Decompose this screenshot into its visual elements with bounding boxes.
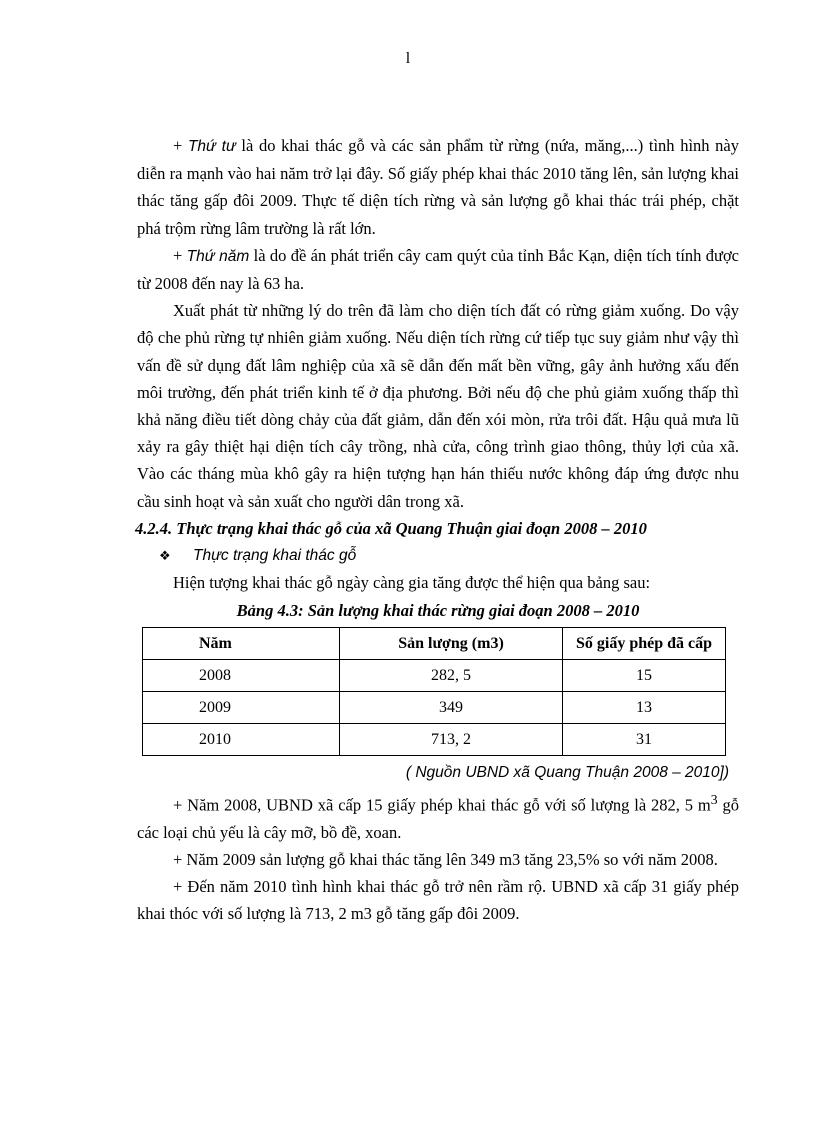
document-body [137,132,739,927]
table-cell: 2009 [143,691,340,723]
paragraph-emphasis: Thứ năm [186,247,250,265]
table-row [143,691,726,723]
section-heading: 4.2.4. Thực trạng khai thác gỗ của xã Quang Thuận giai đoạn 2008 – 2010 [135,518,647,538]
table-cell: 31 [563,723,726,755]
table-source: ( Nguồn UBND xã Quang Thuận 2008 – 2010]) [405,763,729,781]
paragraph-2010: + Đến năm 2010 tình hình khai thác gỗ trở nên rầm rộ. UBND xã cấp 31 giấy phép khai thóc với số lượng là 713, 2 m3 gỗ tăng gấp đôi 2009. [137,876,739,924]
paragraph-xuat-phat: Xuất phát từ những lý do trên đã làm cho diện tích đất có rừng giảm xuống. Do vậy độ che phủ rừng tự nhiên giảm xuống. Nếu diện tích rừng cứ tiếp tục suy giảm như vậy thì vấn đề sử dụng đất lâm nghiệp của xã sẽ dẫn đến mất bền vững, gây ảnh hưởng xấu đến môi trường, đến phát triển kinh tế ở địa phương. Bởi nếu độ che phủ giảm xuống thấp thì khả năng điều tiết dòng chảy của đất giảm, dẫn đến xói mòn, rửa trôi đất. Hậu quả mưa lũ xảy ra gây thiệt hại diện tích cây trồng, nhà cửa, công trình giao thông, thủy lợi của xã. Vào các tháng mùa khô gây ra hiện tượng hạn hán thiếu nước không đáp ứng được nhu cầu sinh hoạt và sản xuất cho người dân trong xã. [137,301,739,511]
table-cell: 349 [340,691,563,723]
table-caption: Bảng 4.3: Sản lượng khai thác rừng giai đoạn 2008 – 2010 [236,601,640,621]
logging-table [142,627,726,756]
table-header-row [143,627,726,659]
paragraph-text: là do khai thác gỗ và các sản phẩm từ rừng (nứa, măng,...) tình hình này diễn ra mạnh vào hai năm trở lại đây. Số giấy phép khai thác 2010 tăng lên, sản lượng khai thác tăng gấp đôi 2009. Thực tế diện tích rừng và sản lượng gỗ khai thác trái phép, chặt phá trộm rừng lâm trường là rất lớn. [137,136,739,238]
table-cell: 15 [563,659,726,691]
paragraph-text: gỗ các loại chủ yếu là cây mỡ, bồ đề, xoan. [137,795,740,842]
paragraph-2008 [137,786,739,846]
diamond-bullet-icon: ❖ [159,548,171,564]
paragraph-text: + Năm 2008, UBND xã cấp 15 giấy phép khai thác gỗ với số lượng là 282, 5 m [173,795,711,815]
paragraph-lead: + [173,136,188,155]
table-cell: 2010 [143,723,340,755]
table-cell: 713, 2 [340,723,563,755]
table-intro: Hiện tượng khai thác gỗ ngày càng gia tăng được thể hiện qua bảng sau: [173,573,651,593]
page-number: l [405,50,411,67]
table-header-cell: Số giấy phép đã cấp [563,627,726,659]
superscript: 3 [710,791,718,807]
table-row [143,659,726,691]
bullet-heading-row [159,542,739,569]
table-header-cell: Sản lượng (m3) [340,627,563,659]
paragraph-text: là do đề án phát triển cây cam quýt của tỉnh Bắc Kạn, diện tích tính được từ 2008 đến nay là 63 ha. [137,245,739,294]
table-cell: 282, 5 [340,659,563,691]
paragraph-lead: + [173,245,187,265]
paragraph-2009: + Năm 2009 sản lượng gỗ khai thác tăng lên 349 m3 tăng 23,5% so với năm 2008. [173,849,718,869]
table-header-cell: Năm [143,627,340,659]
table-row [143,723,726,755]
table-cell: 2008 [143,659,340,691]
table-cell: 13 [563,691,726,723]
bullet-heading: Thực trạng khai thác gỗ [193,547,357,565]
paragraph-thu-nam [137,242,739,297]
paragraph-emphasis: Thứ tư [187,138,236,155]
paragraph-thu-tu [137,132,739,242]
